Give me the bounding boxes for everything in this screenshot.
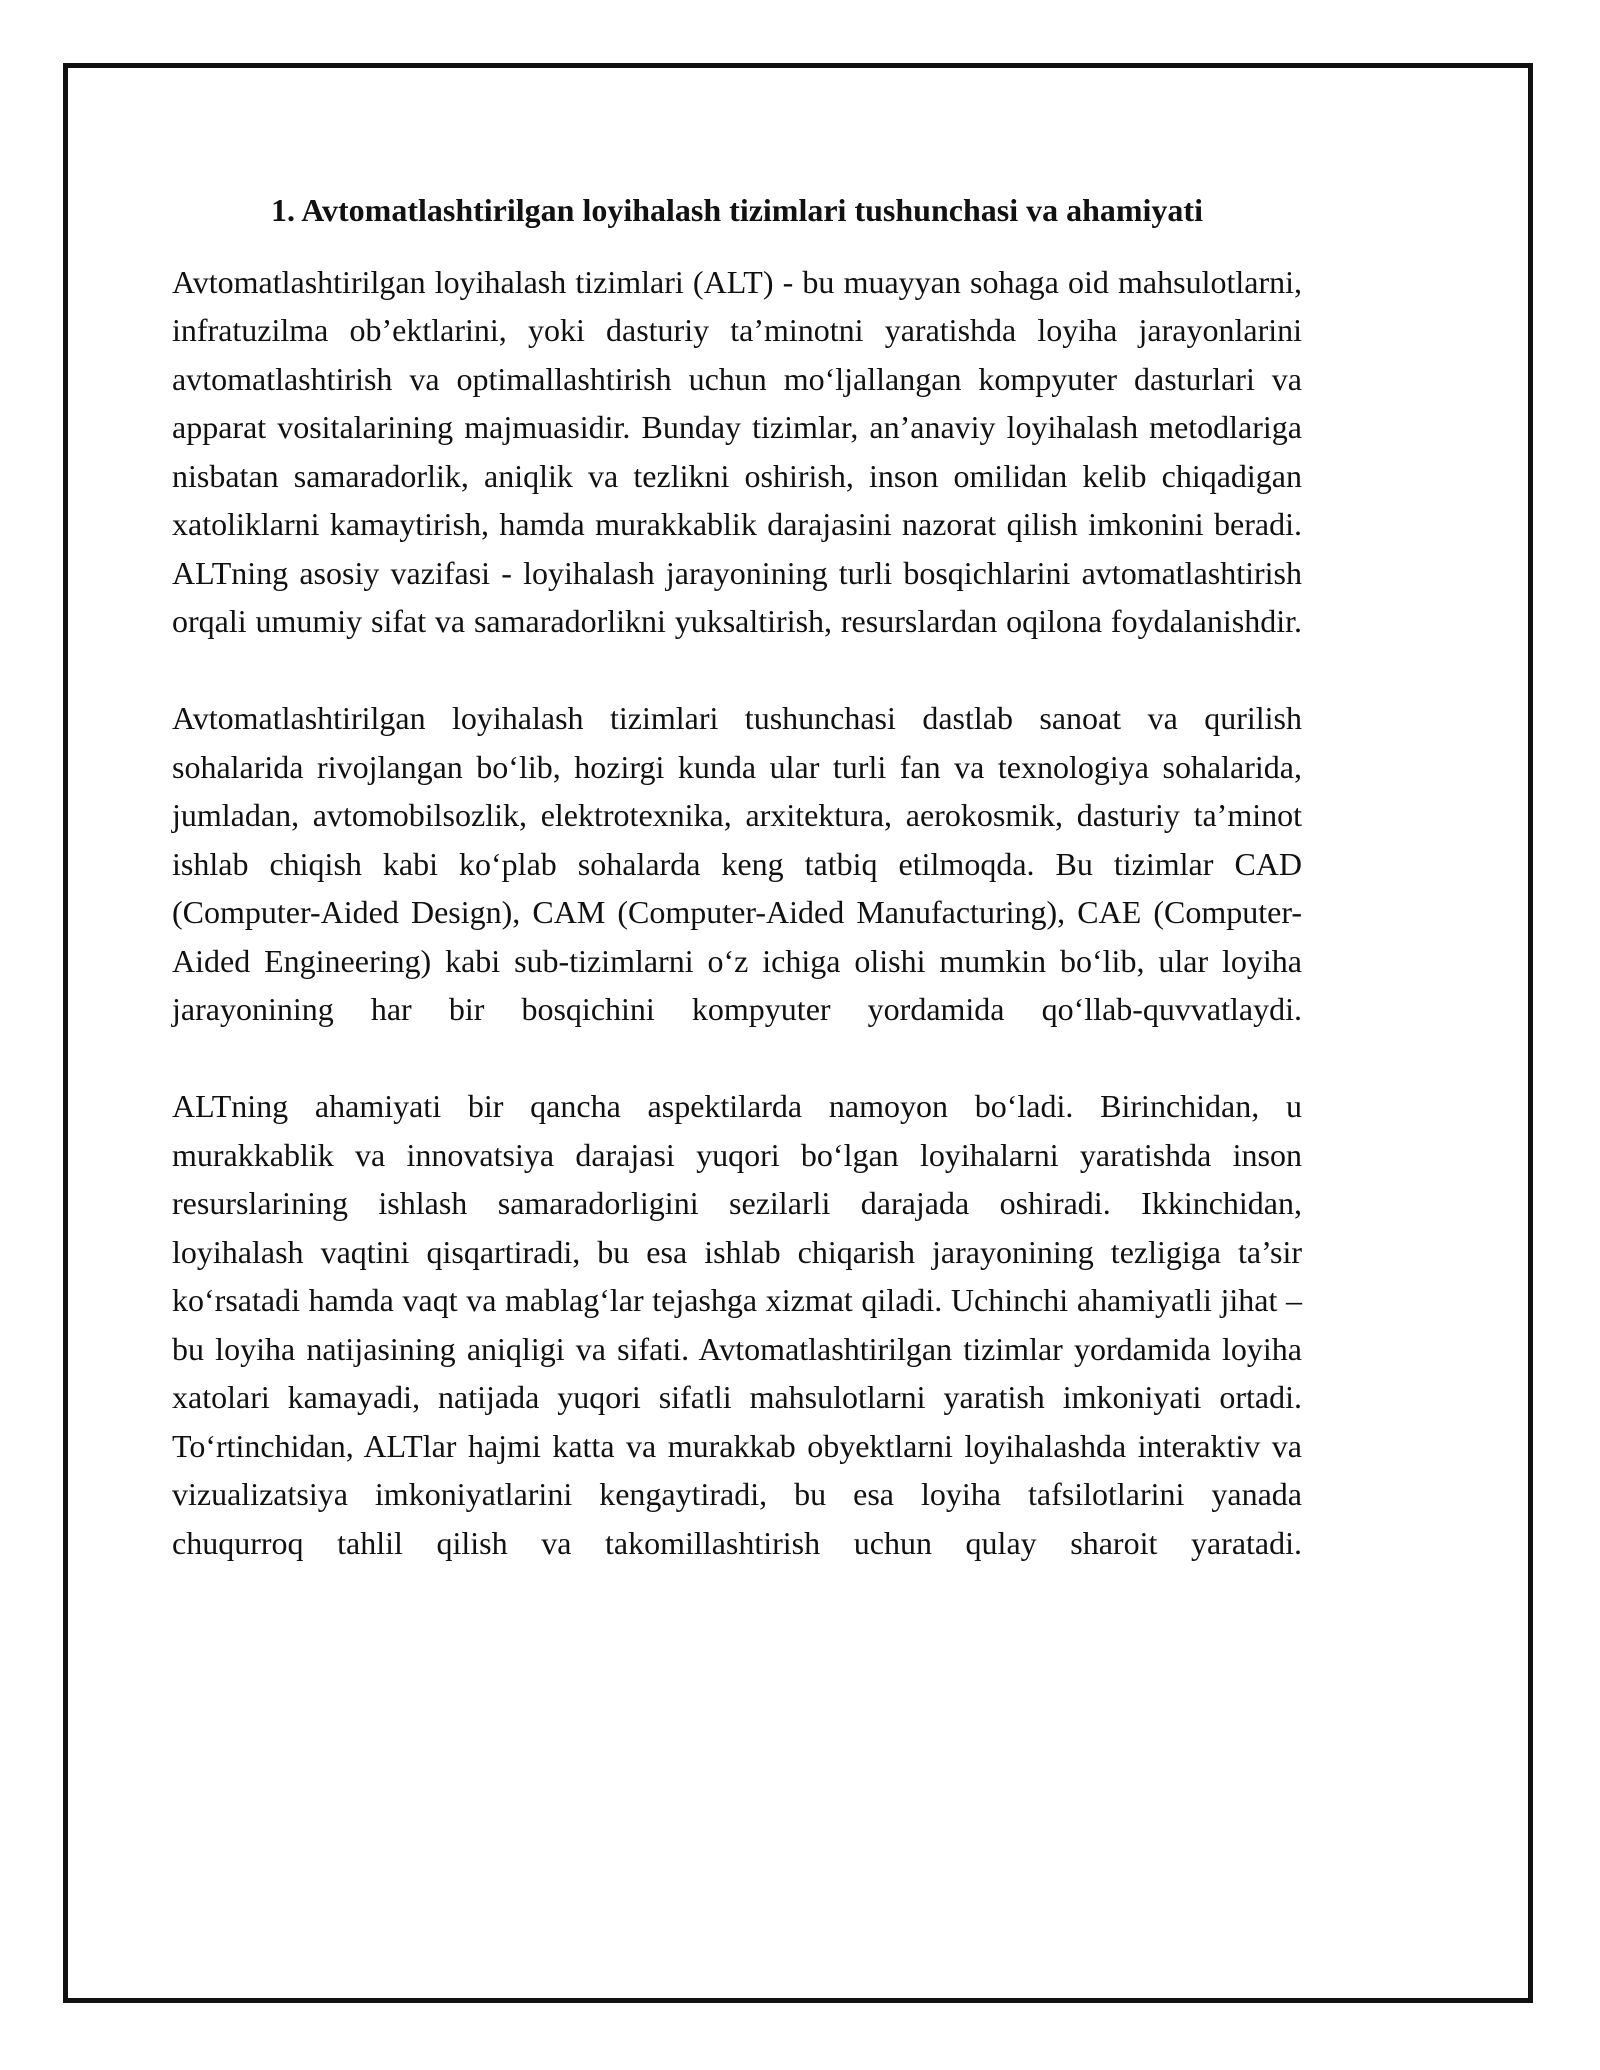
paragraph-history: Avtomatlashtirilgan loyihalash tizimlari tushunchasi dastlab sanoat va qurilish sohalarida rivojlangan bo‘lib, hozirgi kunda ular turli fan va texnologiya sohalarida, jumladan, avtomobilsozlik, elektrotexnika, arxitektura, aerokosmik, dasturiy ta’minot ishlab chiqish kabi ko‘plab sohalarda keng tatbiq etilmoqda. Bu tizimlar CAD (Computer-Aided Design), CAM (Computer-Aided Manufacturing), CAE (Computer-Aided Engineering) kabi sub-tizimlarni o‘z ichiga olishi mumkin bo‘lib, ular loyiha jarayonining har bir bosqichini kompyuter yordamida qo‘llab-quvvatlaydi.: [172, 700, 1302, 1028]
paragraph-definition: Avtomatlashtirilgan loyihalash tizimlari (ALT) - bu muayyan sohaga oid mahsulotlarni, infratuzilma ob’ektlarini, yoki dasturiy ta’minotni yaratishda loyiha jarayonlarini avtomatlashtirish va optimallashtirish uchun mo‘ljallangan kompyuter dasturlari va apparat vositalarining majmuasidir. Bunday tizimlar, an’anaviy loyihalash metodlariga nisbatan samaradorlik, aniqlik va tezlikni oshirish, inson omilidan kelib chiqadigan xatoliklarni kamaytirish, hamda murakkablik darajasini nazorat qilish imkonini beradi. ALTning asosiy vazifasi - loyihalash jarayonining turli bosqichlarini avtomatlashtirish orqali umumiy sifat va samaradorlikni yuksaltirish, resurslardan oqilona foydalanishdir.: [172, 263, 1302, 640]
paragraph-importance: ALTning ahamiyati bir qancha aspektilarda namoyon bo‘ladi. Birinchidan, u murakkablik va innovatsiya darajasi yuqori bo‘lgan loyihalarni yaratishda inson resurslarining ishlash samaradorligini sezilarli darajada oshiradi. Ikkinchidan, loyihalash vaqtini qisqartiradi, bu esa ishlab chiqarish jarayonining tezligiga ta’sir ko‘rsatadi hamda vaqt va mablag‘lar tejashga xizmat qiladi. Uchinchi ahamiyatli jihat – bu loyiha natijasining aniqligi va sifati. Avtomatlashtirilgan tizimlar yordamida loyiha xatolari kamayadi, natijada yuqori sifatli mahsulotlarni yaratish imkoniyati ortadi. To‘rtinchidan, ALTlar hajmi katta va murakkab obyektlarni loyihalashda interaktiv va vizualizatsiya imkoniyatlarini kengaytiradi, bu esa loyiha tafsilotlarini yanada chuqurroq tahlil qilish va takomillashtirish uchun qulay sharoit yaratadi.: [172, 1088, 1302, 1561]
section-heading: 1. Avtomatlashtirilgan loyihalash tizimlari tushunchasi va ahamiyati: [271, 192, 1203, 228]
document-body: [172, 180, 1302, 1616]
